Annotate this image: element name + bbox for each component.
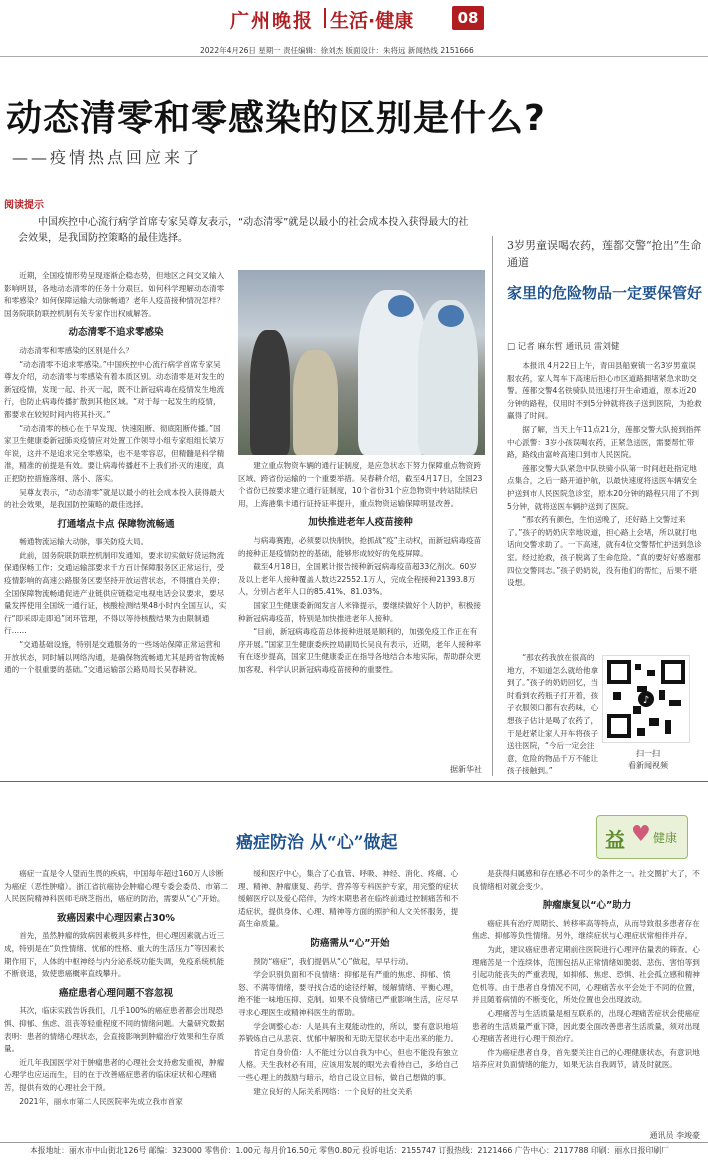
- sidebar-subtitle: 3岁男童误喝农药，莲都交警“抢出”生命通道: [507, 239, 702, 269]
- cancer-column-1: [4, 868, 228, 1144]
- intro-paragraph: 近期，全国疫情形势呈现逐渐企稳态势，但地区之间交叉输入影响明显，各地动态清零的任务十分艰巨。如何科学理解动态清零和零感染？如何保障运输大动脉畅通？老年人疫苗接种情况怎样？国务院联防联控机制有关专家作出权威解答。: [4, 271, 225, 318]
- paragraph: 心理痛苦与生活质量是相互联系的，出现心理痛苦症状会使癌症患者的生活质量严重下降，因此要全面改善患者生活质量，须对出现心理痛苦者进行心理干预治疗。: [472, 1008, 700, 1044]
- page-number: 08: [452, 6, 484, 30]
- qr-caption: [605, 748, 691, 772]
- section-heading: 癌症患者心理问题不容忽视: [58, 987, 173, 999]
- paragraph: 国家卫生健康委新闻发言人米锋提示，要继续做好个人防护，积极接种新冠病毒疫苗，特别是加快推进老年人接种。: [238, 600, 481, 623]
- paragraph: “那农药有颜色，生怕送晚了，还好路上交警过来了。”孩子的奶奶庆幸地说道，担心路上会堵，所以就打电话向交警求助了。一下高速，就有4位交警帮忙护送到急诊室。经过抢救，孩子脱离了生命危险。“真的要好好感谢那四位交警同志。”孩子奶奶说，没有他们的帮忙，后果不堪设想。: [507, 515, 702, 588]
- section-heading: 加快推进老年人疫苗接种: [308, 517, 413, 529]
- paragraph: 预防“癌症”，我们提倡从“心”做起，早早行动。: [253, 956, 414, 966]
- paragraph: 此前，国务院联防联控机制印发通知，要求切实做好货运物流保通保畅工作；交通运输部要求千方百计保障服务区正常运行，受疫情影响的高速公路服务区要坚持开放运营状态，不得擅自关停；全国保障物流畅通促进产业链供应链稳定电视电话会议要求，要尽量发挥使用全国统一通行证，核酸检测结果48小时内全国互认，实行“即采即走即追”闭环管理，不得以等待核酸结果为由限制通行……: [4, 550, 227, 636]
- paragraph: 为此，建议癌症患者定期前往医院进行心理评估量表的筛查。心理痛苦是一个连续体，范围包括从正常情绪如脆弱、悲伤、害怕等到引起功能丧失的严重表现，如抑郁、焦虑、恐惧、社会孤立感和精神危机等。由于患者自身情况不同，心理痛苦水平会处于不同的位置，并且随着病情的不断变化，所处位置也会出现波动。: [472, 944, 700, 1005]
- footer-info: 本报地址：丽水市中山街北126号 邮编：323000 零售价：1.00元 每月价16.50元 零售0.80元 投诉电话：2155747 订报热线：2121466 广告中心：2117788 印刷：丽水日报印刷厂: [30, 1146, 669, 1155]
- section-heading: 打通堵点卡点 保障物流畅通: [57, 518, 175, 530]
- read-tip-label: 阅读提示: [4, 200, 44, 211]
- lead-paragraph: 中国疾控中心流行病学首席专家吴尊友表示，“动态清零”就是以最小的社会成本投入获得最大的社会效果，是我国防控策略的最佳选择。: [18, 217, 469, 244]
- paragraph: 畅通物流运输大动脉，事关防疫大局。: [19, 537, 149, 547]
- issue-meta: 2022年4月26日 星期一 责任编辑：徐刘杰 版面设计：朱将远 新闻热线 2151666: [200, 46, 474, 55]
- paragraph: 建立良好的人际关系网络：一个良好的社交关系: [253, 1086, 413, 1096]
- paragraph: 吴尊友表示，“动态清零”就是以最小的社会成本投入获得最大的社会效果，是我国防控策略的最佳选择。: [4, 487, 225, 510]
- footer-rule: [0, 1142, 708, 1143]
- newspaper-brand: 广州晚报: [230, 10, 315, 32]
- headline: 动态清零和零感染的区别是什么?: [6, 98, 546, 139]
- qr-caption-line2: 看新闻视频: [628, 761, 668, 770]
- paragraph: 首先，虽然肿瘤的致病因素极具多样性，但心理因素就占近三成，特别是在“负性情绪、忧郁的性格、重大的生活压力”等因素长期作用下，人体的中枢神经与内分泌系统功能失调，免疫系统机能不断衰退，致使患癌概率直线攀升。: [4, 931, 225, 979]
- qr-code[interactable]: [602, 655, 690, 743]
- paragraph: 肯定自身价值：人不能过分以自我为中心，但也不能没有独立人格。天生我材必有用，应该用发展的眼光去看待自己，多给自己一些心理上的鼓励与暗示，给自己设立目标，做自己想做的事。: [238, 1047, 459, 1082]
- section-heading: 肿瘤康复以“心”助力: [542, 900, 632, 912]
- source-credit: 据新华社: [450, 765, 482, 774]
- qr-caption-line1: 扫一扫: [636, 749, 660, 758]
- paragraph: 学会识别负面和不良情绪：抑郁是有严重的焦虑、抑郁、愤怒、不满等情绪，要寻找合适的途径纾解，缓解情绪、平衡心理，绝不能一味地压抑、克制。如果不良情绪已严重影响生活，应尽早寻求心理医生或精神科医生的帮助。: [238, 970, 459, 1017]
- paragraph: 2021年，丽水市第二人民医院率先成立我市首家: [19, 1096, 183, 1106]
- section-heading: 致癌因素中心理因素占30%: [57, 912, 175, 924]
- paragraph: 与病毒赛跑，必须要以快制快，抢抓战“疫”主动权，而新冠病毒疫苗的接种正是疫情防控的基础，能够形成较好的免疫屏障。: [238, 535, 482, 558]
- cancer-column-3: [472, 868, 702, 1130]
- section-heading: 防癌需从“心”开始: [310, 937, 390, 949]
- paragraph: 动态清零和零感染的区别是什么？: [19, 345, 134, 355]
- paragraph: “那农药我放在很高的地方，不知道怎么就给他拿到了。”孩子的奶奶回忆，当时看到农药瓶子打开着，孩子衣服领口都有农药味，心想孩子估计是喝了农药了，于是赶紧让家人开车将孩子送往医院，“今后一定会注意，危险的物品千万不能让孩子接触到。”: [507, 653, 599, 776]
- column-divider: [492, 236, 493, 776]
- health-logo: [596, 815, 688, 859]
- paragraph: 是获得归属感和存在感必不可少的条件之一。社交圈扩大了，不良情绪相对就会变少。: [472, 869, 700, 891]
- logo-char: 益: [605, 828, 625, 852]
- cancer-author: 通讯员 李竣豪: [649, 1131, 700, 1140]
- sidebar-reporter: □ 记者 麻东哲 通讯员 雷刘健: [507, 342, 620, 352]
- paragraph: “目前，新冠病毒疫苗总体接种进展是顺利的，加强免疫工作正在有序开展。”国家卫生健康委疾控局副局长吴良有表示，近期，老年人接种率有在逐步提高，国家卫生健康委正在指导各地结合本地实际，帮助群众更加客观、科学认识新冠病毒疫苗接种的重要性。: [238, 627, 482, 674]
- paragraph: 癌症具有治疗周期长、转移率高等特点，从而导致很多患者存在焦虑、抑郁等负性情绪。另外，继续症状与心理症状常相伴并存。: [472, 918, 700, 941]
- section-title: 生活·健康: [330, 10, 414, 32]
- paragraph: 学会调整心态：人是具有主观能动性的，所以，要有意识地培养锻炼自己从悲哀、忧郁中解脱和无助无望状态中走出来的能力。: [238, 1021, 459, 1044]
- paragraph: “交通基础设施，特别是交通服务的一些场站保障正常运营和开放状态，同时辅以网络沟通，是确保物流畅通尤其是跨省物流畅通的一个很重要的基础。”交通运输部公路局局长吴春耕说。: [4, 640, 225, 675]
- svg-text:♪: ♪: [642, 695, 650, 706]
- article-column-1: [4, 270, 228, 775]
- paragraph: 缓和医疗中心，集合了心血管、呼吸、神经、消化、疼痛、心理、精神、肿瘤康复、药学、营养等专科医护专家，用完整的症状缓解医疗以及爱心陪伴，为终末期患者在临终前通过控制痛苦和不适症状，提供身体、心理、精神等方面的照护和人文关怀服务，提高生命质量。: [238, 869, 459, 929]
- header-divider: [324, 8, 326, 28]
- sidebar-body: [507, 360, 702, 652]
- paragraph: “动态清零的核心在于早发现、快速阻断、彻底阻断传播。”国家卫生健康委新冠肺炎疫情应对处置工作领导小组专家组组长梁万年说，这并不是追求完全零感染，也不是零容忍，但精髓是科学精准，精准的前提是有效。要让病毒传播赶不上我们扑灭的速度，真正把防控措施落细、落小、落实。: [4, 423, 225, 483]
- cancer-column-2: [238, 868, 462, 1144]
- section-rule: [0, 781, 708, 782]
- section-heading: 动态清零不追求零感染: [68, 327, 164, 339]
- article-column-2: [238, 460, 483, 766]
- paragraph: 其次，临床实践告诉我们，几乎100%的癌症患者都会出现恐惧、抑郁、焦虑、沮丧等轻重程度不同的情绪问题。大量研究数据表明：患者的情绪心理状态，会直接影响到肿瘤治疗效果和生存质量。: [4, 1006, 225, 1054]
- paragraph: 癌症一直是令人望而生畏的疾病，中国每年超过160万人诊断为癌症（恶性肿瘤）。浙江省抗癌协会肿瘤心理专委会委员、市第二人民医院精神科医师毛晓芝指出，癌症的防治，需要从“心”开始。: [4, 869, 228, 904]
- paragraph: 建立重点物资车辆的通行证制度，是应急状态下努力保障重点物资跨区域、跨省份运输的一个重要举措。吴春耕介绍，截至4月17日，全国23个省份已按要求建立通行证制度，10个省份31个应急物资中转站陆续启用，上海港集卡通行证持证率提升，重点物资运输保障明显改善。: [238, 461, 483, 508]
- paragraph: 作为癌症患者自身，首先要关注自己的心理健康状态，有意识地培养应对负面情绪的能力，如果无法自我调节，请及时就医。: [472, 1047, 700, 1070]
- paragraph: 据了解，当天上午11点21分，莲都交警大队接到指挥中心派警：3岁小孩误喝农药，正紧急送医，需要帮忙带路，路线由富岭高速口到市人民医院。: [507, 424, 701, 460]
- header-rule: [0, 56, 708, 57]
- paragraph: “动态清零不追求零感染。”中国疾控中心流行病学首席专家吴尊友介绍，动态清零与零感染有着本质区别。动态清零是对发生的新冠疫情，发现一起、扑灭一起，既不让新冠病毒在疫情发生地流行，也防止病毒传播扩散到其他区域。“对于每一起发生的疫情，都要求在较短时间内将其扑灭。”: [4, 359, 225, 419]
- sidebar-body-end: [507, 652, 599, 776]
- paragraph: 莲都交警大队紧急中队铁骑小队第一时间赶赴指定地点集合，之后一路开道护航，以最快速度将送医车辆安全护送到市人民医院急诊室，原本20分钟的路程只用了不到5分钟，就将送医车辆护送到了医院。: [507, 463, 699, 511]
- logo-text: 健康: [653, 831, 678, 845]
- cancer-article-title: 癌症防治 从“心”做起: [236, 833, 398, 853]
- news-photo: [238, 270, 485, 455]
- paragraph: 本报讯 4月22日上午，青田县船寮镇一名3岁男童误服农药，家人驾车下高速后担心市区道路拥堵紧急求助交警。莲都交警4名铁骑队员迅速打开生命通道，原本近20分钟的路程，仅用时不到5分钟就将孩子送到医院，为抢救赢得了时间。: [507, 361, 702, 421]
- paragraph: 截至4月18日，全国累计报告接种新冠病毒疫苗超33亿剂次。60岁及以上老年人接种覆盖人数达22552.1万人，完成全程接种21393.8万人，分别占老年人口的85.41%、81.03%。: [238, 562, 477, 597]
- paragraph: 近几年我国医学对于肿瘤患者的心理社会支持愈发重视，肿瘤心理学也应运而生，目的在于改善癌症患者的临床症状和心理痛苦，提供有效的心理社会干预。: [4, 1057, 225, 1092]
- sidebar-title: 家里的危险物品一定要保管好: [507, 284, 703, 302]
- heart-icon: ♥: [631, 822, 651, 847]
- subheadline: ——疫情热点回应来了: [12, 148, 203, 167]
